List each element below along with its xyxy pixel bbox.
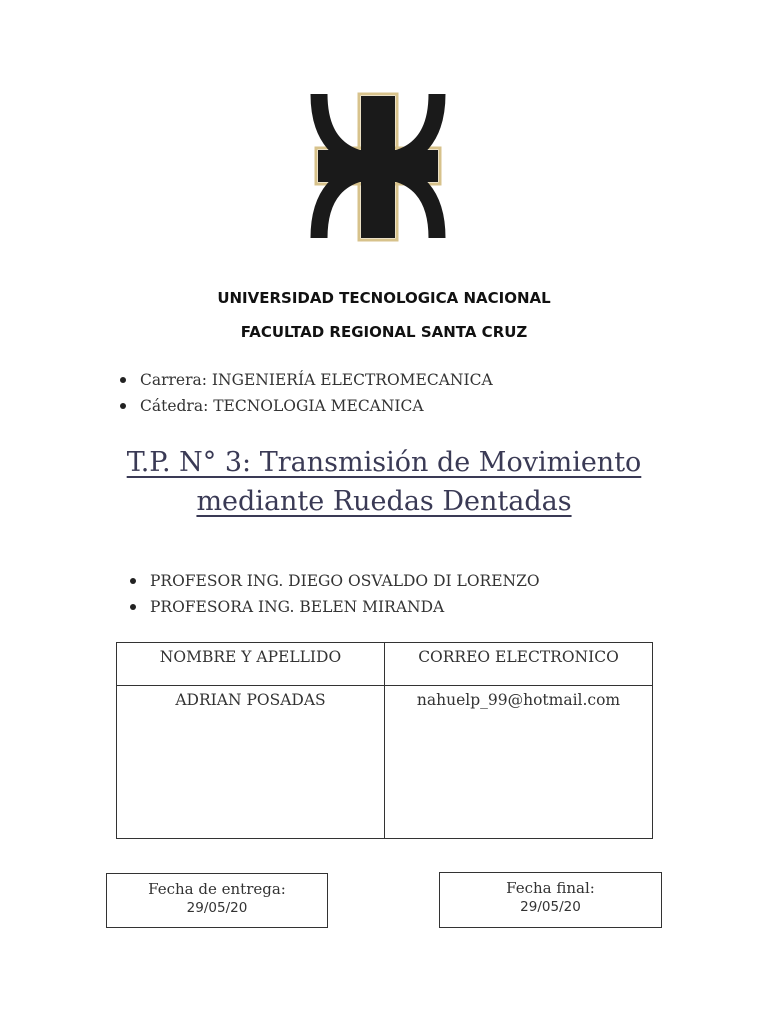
header-name: NOMBRE Y APELLIDO [117,643,385,686]
header-email: CORREO ELECTRONICO [385,643,653,686]
delivery-date-value: 29/05/20 [186,900,248,916]
document-title-line1: T.P. N° 3: Transmisión de Movimiento [126,447,642,478]
document-title-line2: mediante Ruedas Dentadas [196,486,572,517]
course-career: Carrera: INGENIERÍA ELECTROMECANICA [118,367,493,393]
delivery-date-box [106,873,328,928]
final-date-box [439,872,662,928]
faculty-name: FACULTAD REGIONAL SANTA CRUZ [240,323,528,341]
utn-logo-icon [306,88,450,244]
delivery-date-label: Fecha de entrega: [148,880,286,898]
professors-list [128,568,540,620]
student-table [116,642,653,839]
table-row [117,686,653,839]
university-name: UNIVERSIDAD TECNOLOGICA NACIONAL [217,289,551,307]
final-date-label: Fecha final: [506,879,595,897]
final-date-value: 29/05/20 [520,899,581,915]
student-email: nahuelp_99@hotmail.com [385,686,653,839]
student-name: ADRIAN POSADAS [117,686,385,839]
course-subject: Cátedra: TECNOLOGIA MECANICA [118,393,493,419]
table-header-row [117,643,653,686]
course-info-list [118,367,493,419]
professor-item: PROFESOR ING. DIEGO OSVALDO DI LORENZO [128,568,540,594]
professor-item: PROFESORA ING. BELEN MIRANDA [128,594,540,620]
